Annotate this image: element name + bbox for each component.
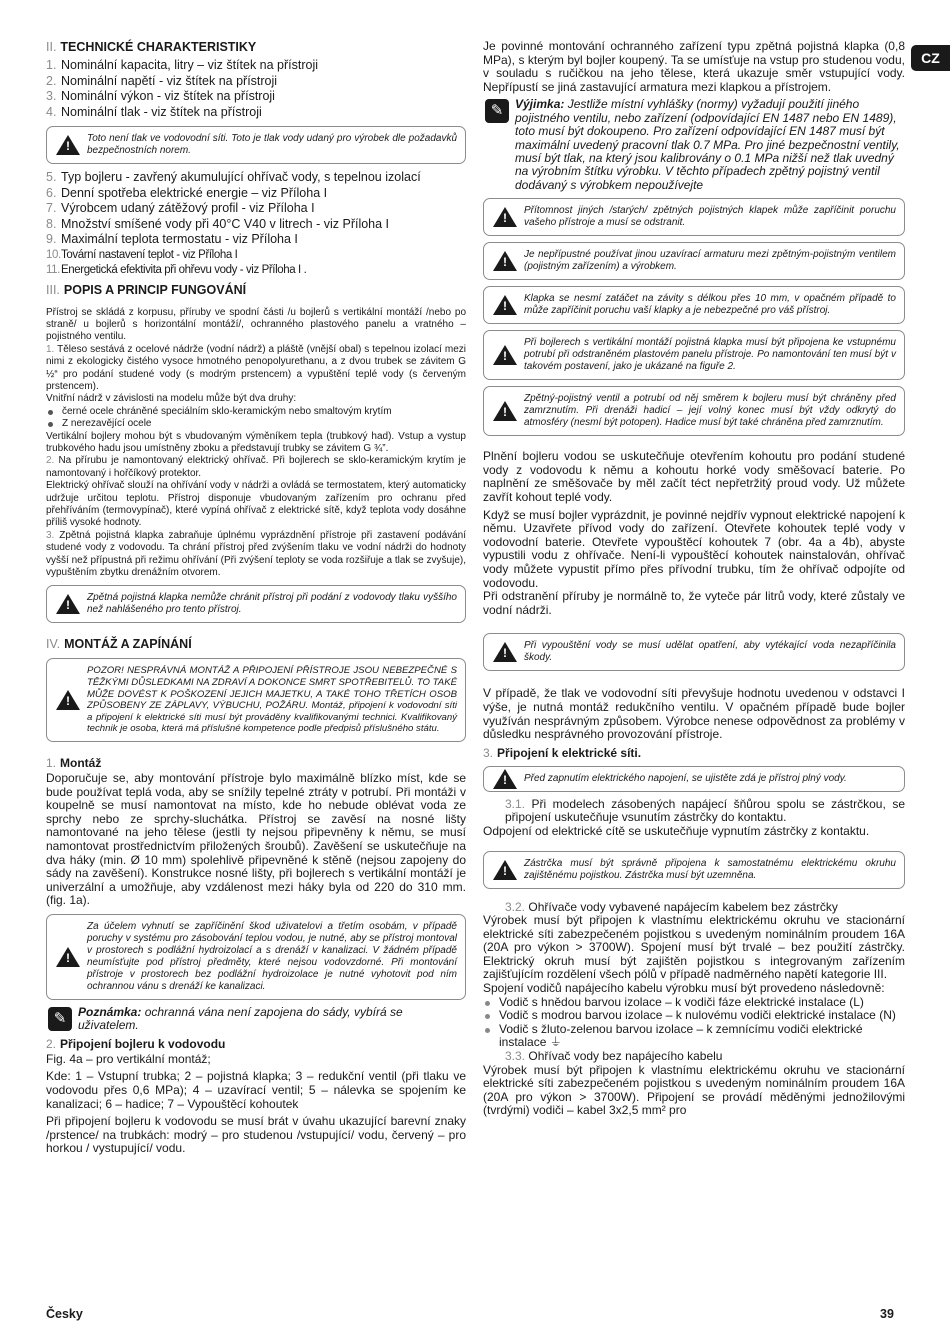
spec-item: 7. Výrobcem udaný zátěžový profil - viz Příloha I [46,201,315,215]
spec-list [46,58,466,120]
paragraph: 2. Na přírubu je namontovaný elektrický ohřívač. Při bojlerech se sklo-keramickým krytím je namontovaný i hořčíkový protektor. [46,455,466,479]
paragraph: Výrobek musí být připojen k vlastnímu elektrickému okruhu ve stacionární elektrické síti zabezpečeném pojistkou s uvedeným nominálním proudem 16A (20A pro výkon > 3700W). Připojení se provádí měděnými jednožilovými (tvrdými) vodiči – kabel 3x2,5 mm² pro [483,1062,905,1118]
warning-box: ! Při vypouštění vody se musí udělat opatření, aby vytékající voda nezapříčinila škody. [483,633,905,671]
warning-icon [56,947,80,967]
pencil-icon: ✎ [485,99,509,123]
paragraph: Odpojení od elektrické cítě se uskutečňuje vypnutím zástrčky z kontaktu. [483,823,870,838]
warning-icon [493,345,517,365]
paragraph: 3.2. Ohřívače vody vybavené napájecím kabelem bez zástrčky [505,899,838,914]
footer-language: Česky [46,1307,83,1321]
warning-box: ! Zástrčka musí být správně připojena k samostatnému elektrickému okruhu zajištěnému pojistkou. Zástrčka musí být uzemněna. [483,851,905,889]
note-box: ✎ Výjimka: Jestliže místní vyhlášky (normy) vyžadují použití jiného pojistného ventilu, nebo zařízení (odpovídající EN 1487 nebo EN 1489), toto musí být dokoupeno. Pro zařízení odpovídající EN 1487 musí být maximální uvedený pracovní tlak 0.7 MPa. Pro jiné bezpečnostní ventily, musí být tlak, na který jsou kalibrovány o 0.1 MPa nižší než tlak uvedný na výrobním štítku výrobku. V těchto případech zpětný pojistný ventil dodávaný s výrobkem nepoužívejte [483,98,905,192]
warning-box: ! Toto není tlak ve vodovodní síti. Toto je tlak vody udaný pro výrobek dle požadavků bezpečnostních norem. [46,126,466,164]
section-heading: IV. MONTÁŽ A ZAPÍNÁNÍ [46,637,192,652]
left-column [46,40,466,1156]
warning-box: ! Zpětná pojistná klapka nemůže chránit přístroj při podání z vodovody tlaku vyššího než nahlášeného pro tento přístroj. [46,585,466,623]
bullet-item: černé ocele chráněné speciálním sklo-keramickým nebo smaltovým krytím [46,406,466,418]
spec-item: 5. Typ bojleru - zavřený akumulující ohřívač vody, s tepelnou izolací [46,170,421,184]
paragraph: V případě, že tlak ve vodovodní síti převyšuje hodnotu uvedenou v odstavci I výše, je nutná montáž redukčního ventilu. V opačném případě bude bojler využíván nesprávným způsobem. Výrobce nenese odpovědnost za problémy v důsledku nesprávného provozování přístroje. [483,686,905,742]
section-heading: III. POPIS A PRINCIP FUNGOVÁNÍ [46,282,247,297]
warning-icon [493,401,517,421]
paragraph: Kde: 1 – Vstupní trubka; 2 – pojistná klapka; 3 – redukční ventil (při tlaku ve vodovodu přes 0,6 MPa); 4 – uzavírací ventil; 5 – nálevka se spojením ke kanalizaci; 6 – hadice; 7 – Vypouštěcí kohoutek [46,1069,466,1111]
paragraph: 3.3. Ohřívač vody bez napájecího kabelu [505,1049,723,1064]
paragraph: Doporučuje se, aby montování přístroje bylo maximálně blízko míst, kde se bude používat teplá voda, aby se snížily tepelné ztráty v potrubí. Při montáži v koupelně se musí namontovat na místo, kde ho nebude oblévat voda ze sprchy nebo ze sprchy-sluchátka. Přístroj se zavěsí na nosné lišty namontované na jeho tělese (jestli ty nejsou připevněny k němu, se musí namontovat prostřednictvím přiložených šroubů). Zavěšení se uskutečňuje na dva háky (min. Ø 10 mm) spolehlivě připevněné k stěně (nejsou zapojeny do sády na zavěšení). Konstrukce nosné lišty, při bojlerech s vertikální montáží je univerzální a umožňuje, aby vzdálenost mezi háky byla od 220 do 310 mm. (fig. 1a). [46,771,466,908]
bullet-list [483,996,905,1050]
spec-item: 2. Nominální napětí - viz štítek na přístroji [46,73,278,88]
paragraph: Je povinné montování ochranného zařízení typu zpětná pojistná klapka (0,8 MPa), s kterým byl bojler koupený. Ta se umísťuje na vstup pro studenou vodu, v souladu s ručičkou na jeho tělese, která ukazuje směr vstupující vody. Nepřípustí se jiná zastavující armatura mezi klapkou a přístrojem. [483,39,905,94]
bullet-item: Vodič s modrou barvou izolace – k nulovému vodiči elektrické instalace (N) [483,1009,905,1023]
warning-box: ! Zpětný-pojistný ventil a potrubí od něj směrem k bojleru musí být chráněny před zamrznutím. Při drenáži hadicí – její volný konec musí být vždy odkrytý do atmosféry (nesmí být potopen). Hadice musí být také chráněna před zamrznutím. [483,386,905,436]
paragraph: Přístroj se skládá z korpusu, příruby ve spodní části /u bojlerů s vertikální montáží /nebo po straně/ u bojlerů s horizontální montáží/, ochranného plastového panelu a vratného – pojistného ventilu. [46,306,466,343]
bullet-list [46,406,466,431]
warning-icon [493,295,517,315]
spec-item: 9. Maximální teplota termostatu - viz Příloha I [46,232,298,246]
warning-box: ! Je nepřípustné používat jinou uzavírací armaturu mezi zpětným-pojistným ventilem (pojistným zařízením) a výrobkem. [483,242,905,280]
right-column [483,40,905,1118]
spec-item: 1. Nominální kapacita, litry – viz štítek na přístroji [46,58,319,72]
pencil-icon: ✎ [48,1007,72,1031]
warning-icon [56,135,80,155]
spec-item: 10.Tovární nastavení teplot - viz Příloha I [46,248,238,261]
warning-box: ! Přítomnost jiných /starých/ zpětných pojistných klapek může zapříčinit poruchu vašeho přístroje a musí se odstranit. [483,198,905,236]
warning-icon [493,251,517,271]
section-heading: II. TECHNICKÉ CHARAKTERISTIKY [46,40,257,54]
warning-box: ! Při bojlerech s vertikální montáží pojistná klapka musí být připojena ke vstupnému potrubí při odstraněném plastovém panelu přístroje. Po namontování ten musí být v takovém postavení, jako je ukázané na figuře 2. [483,330,905,380]
warning-box: ! Za účelem vyhnutí se zapříčinění škod uživatelovi a třetím osobám, v případě poruchy v systému pro zásobování teplou vodou, je nutné, aby se přístroj montoval v prostorech s podlážní hydroizolací a s drenáží v kanalizaci. V žádném případě neumísťujte pod přístroj předměty, které nejsou vodovzdorné. Při montování přístroje v prostorech bez podlážní hydroizolace je nutné vyhotovit pod ním ochrannou vánu s drenáží ke kanalizaci. [46,914,466,1000]
warning-box: ! Před zapnutím elektrického napojení, se ujistěte zdá je přístroj plný vody. [483,766,905,792]
warning-box: ! Klapka se nesmí zatáčet na závity s délkou přes 10 mm, v opačném případě to může zapříčinit poruchu vaší klapky a je nebezpečné pro váš přístroj. [483,286,905,324]
bullet-item: Vodič s žluto-zelenou barvou izolace – k zemnícímu vodiči elektrické instalace ⏚ [483,1023,905,1050]
paragraph: 3. Zpětná pojistná klapka zabraňuje úplnému vyprázdnění přístroje při zastavení podávání studené vody z vodovodu. Ta chrání přístroj před zvýšením tlaku ve vodní nádrži do hodnoty vyšší než přípustná při režimu ohřívání (Při zvýšení teploty se voda rozšiřuje a tlak se zvyšuje), vypuštěním zbytku drenážním otvorem. [46,529,466,579]
spec-item: 4. Nominální tlak - viz štítek na přístroji [46,104,262,119]
note-box: ✎ Poznámka: ochranná vána není zapojena do sády, vybírá se uživatelem. [46,1006,466,1033]
paragraph: Fig. 4a – pro vertikální montáž; [46,1051,211,1066]
bullet-item: Z nerezavějící ocele [46,418,466,430]
paragraph: Vnitřní nádrž v závislosti na modelu může být dva druhy: [46,393,297,405]
spec-list [46,248,466,279]
page-number: 39 [880,1307,894,1321]
spec-item: 3. Nominální výkon - viz štítek na přístroji [46,89,275,103]
subsection-heading: 3. Připojení k elektrické síti. [483,745,642,760]
warning-icon [56,594,80,614]
paragraph: Při odstranění příruby je normálně to, že vyteče pár litrů vody, které zůstaly ve vodní nádrži. [483,589,905,617]
paragraph: Plnění bojleru vodou se uskutečňuje otevřením kohoutu pro podání studené vody z vodovodu k němu a kohoutu horké vody směšovací baterie. Po naplnění ze směšovače by měl začít téct nepřetržitý proud vody. Už můžete zavřít kohout teplé vody. [483,449,905,504]
spec-item: 11.Energetická efektivita při ohřevu vody - viz Příloha I . [46,264,307,276]
paragraph: Výrobek musí být připojen k vlastnímu elektrickému okruhu ve stacionární elektrické síti zabezpečeném pojistkou s uvedeným nominálním proudem 16A (20A pro výkon > 3700W). Spojení musí být trvalé – bez použití zástrčky. Elektrický okruh musí být zajištěn pojistkou s integrovaným zařízením zajišťujícím rozdělení všech pólů v případě nadměrného napětí kategorie III. [483,913,905,982]
spec-item: 8. Množství smíšené vody při 40°C V40 v litrech - viz Příloha I [46,216,390,231]
language-badge: CZ [911,45,950,71]
paragraph: Když se musí bojler vyprázdnit, je povinné nejdřív vypnout elektrické napojení k němu. Uzavřete přívod vody do zařízení. Otevřete kohoutek teplé vody v vodovodní baterie. Otevřete vypouštěcí kohoutek 7 (obr. 4a a 4b), abyste vypustili vodu z ohřívače. Není-li vypouštěcí kohoutek nainstalován, ohřívač vody můžete vypustit přímo přes přívodní trubku, tím že ohřívač odpojíte od vodovodu. [483,507,905,590]
warning-icon [493,769,517,789]
spec-item: 6. Denní spotřeba elektrické energie – viz Příloha I [46,185,328,200]
warning-icon [56,690,80,710]
warning-box: ! POZOR! NESPRÁVNÁ MONTÁŽ A PŘIPOJENÍ PŘÍSTROJE JSOU NEBEZPEČNÉ S TĚŽKÝMI DŮSLEDKAMI NA ZDRAVÍ A DOKONCE SMRT SPOTŘEBITELŮ. TO TAKÉ MŮŽE DOVÉST K POŠKOZENÍ JEJICH MAJETKU, A TAKÉ TOHO TŘETÍCH OSOB ZPŮSOBENY ZE ZÁPLAVY, VÝBUCHU, POŽÁRU. Montáž, připojení k vodovodní síti a připojení k elektrické síti musí být prováděny kvalifikovanými technici. Kvalifikovaný technik je osoba, která má příslušné kompetence podle předpisů příslušného státu. [46,658,466,742]
spec-list [46,170,466,248]
subsection-heading: 1. Montáž [46,756,102,770]
paragraph: 1. Těleso sestává z ocelové nádrže (vodní nádrž) a pláště (vnější obal) s tepelnou izolací mezi nimi z ekologicky čistého vysoce hmotného penopolyurethanu, a z dvou trubek se závitem G ½“ pro podání studené vody (s modrým prstencem) a vypuštění teplé vody (s červeným prstencem). [46,343,466,392]
subsection-heading: 2. Připojení bojleru k vodovodu [46,1036,226,1051]
warning-icon [493,642,517,662]
warning-icon [493,860,517,880]
paragraph: Vertikální bojlery mohou být s vbudovaným výměníkem tepla (trubkový had). Vstup a vystup trubkového hadu jsou umístněny zboku a představují trubky se závitem G ¾”. [46,430,466,454]
paragraph: 3.1. Při modelech zásobených napájecí šňůrou spolu se zástrčkou, se připojení uskutečňuje vsunutím zástrčky do kontaktu. [505,796,905,825]
paragraph: Elektrický ohřívač slouží na ohřívání vody v nádrži a ovládá se termostatem, který automaticky udržuje určitou teplotu. Přístroj disponuje vbudovaným zařízením pro ochranu před přehříváním (termovypínač), které vypíná ohřívač z elektrické sítě, když teplota vody dosáhne příliš vysoké hodnoty. [46,480,466,529]
warning-icon [493,207,517,227]
paragraph: Spojení vodičů napájecího kabelu výrobku musí být provedeno následovně: [483,981,885,996]
bullet-item: Vodič s hnědou barvou izolace – k vodiči fáze elektrické instalace (L) [483,996,905,1010]
paragraph: Při připojení bojleru k vodovodu se musí brát v úvahu ukazující barevní znaky /prstence/ na trubkách: modrý – pro studenou /vstupující/ vodu, červený – pro horkou / vystupující/ vodu. [46,1114,466,1156]
